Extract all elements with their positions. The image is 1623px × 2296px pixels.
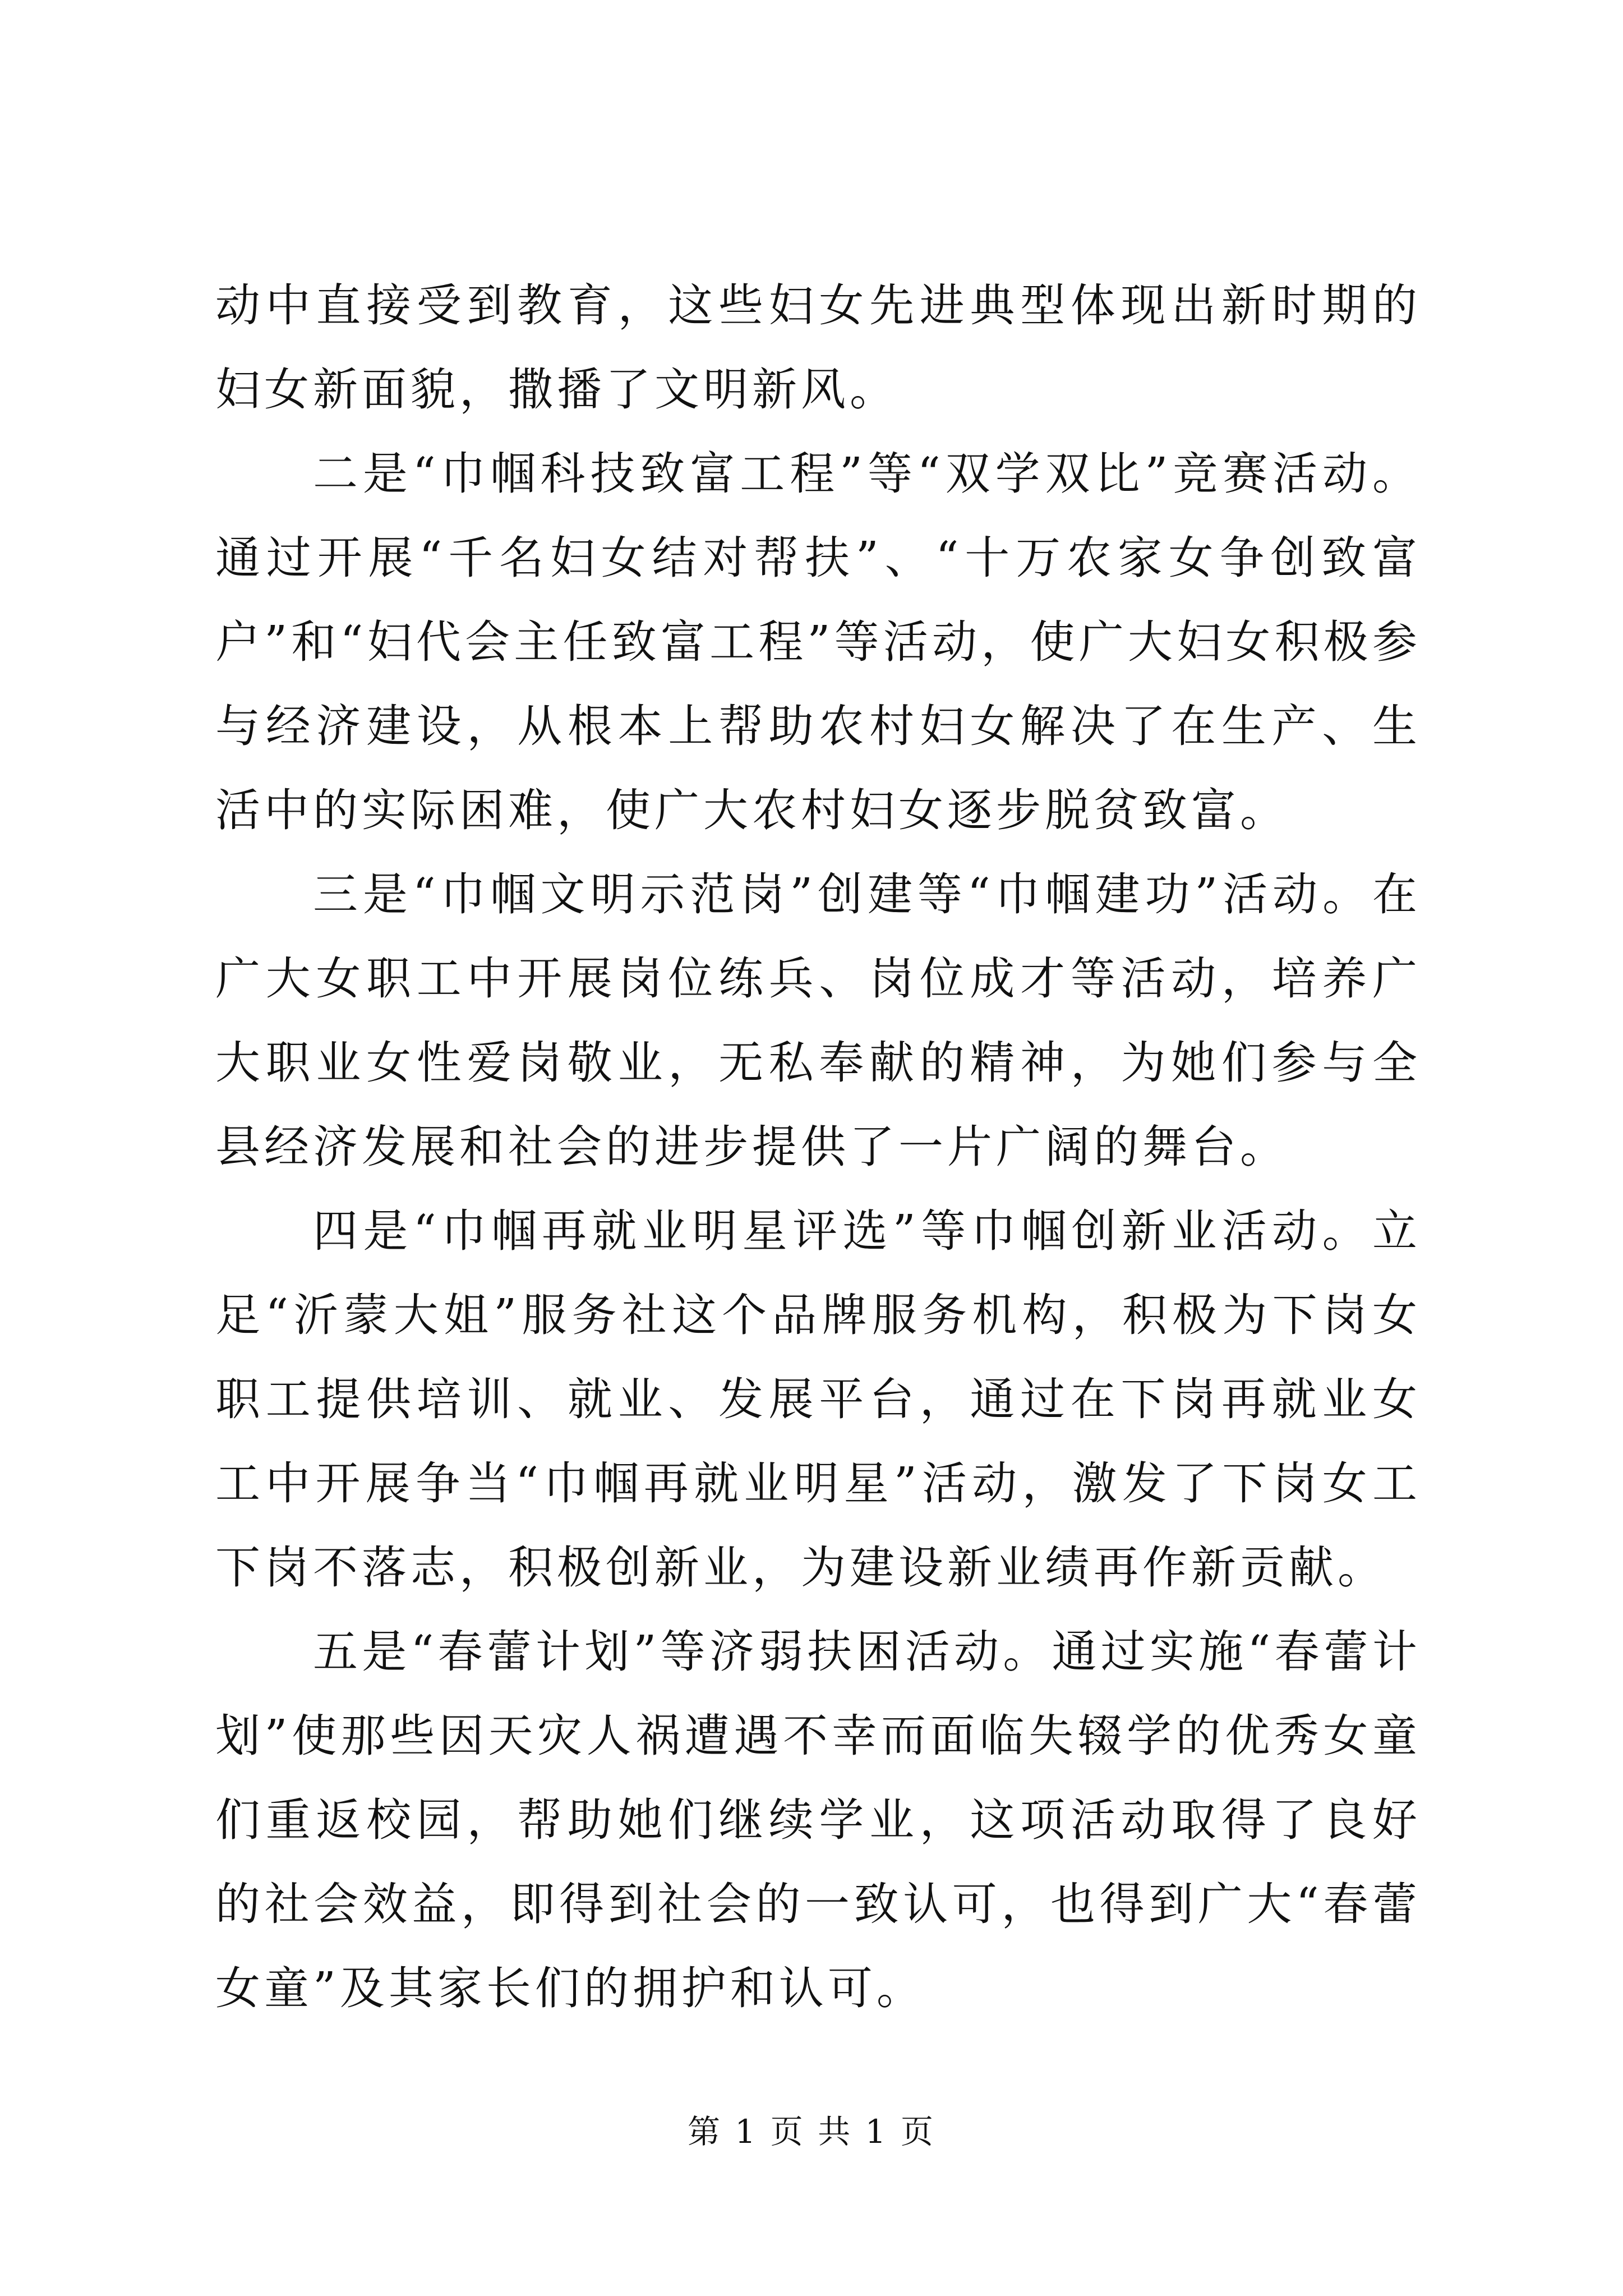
- paragraph-item-four: 四是“巾帼再就业明星评选”等巾帼创新业活动。立足“沂蒙大姐”服务社这个品牌服务机构，积极为下岗女职工提供培训、就业、发展平台，通过在下岗再就业女工中开展争当“巾帼再就业明星”活动，激发了下岗女工下岗不落志，积极创新业，为建设新业绩再作新贡献。: [215, 1205, 1421, 1594]
- document-body: [215, 264, 1421, 2031]
- paragraph-item-two: 二是“巾帼科技致富工程”等“双学双比”竞赛活动。通过开展“千名妇女结对帮扶”、“十万农家女争创致富户”和“妇代会主任致富工程”等活动，使广大妇女积极参与经济建设，从根本上帮助农村妇女解决了在生产、生活中的实际困难，使广大农村妇女逐步脱贫致富。: [215, 448, 1421, 836]
- paragraph-item-five: 五是“春蕾计划”等济弱扶困活动。通过实施“春蕾计划”使那些因天灾人祸遭遇不幸而面临失辍学的优秀女童们重返校园，帮助她们继续学业，这项活动取得了良好的社会效益，即得到社会的一致认可，也得到广大“春蕾女童”及其家长们的拥护和认可。: [215, 1626, 1421, 2014]
- paragraph-continued: 动中直接受到教育，这些妇女先进典型体现出新时期的妇女新面貌，撒播了文明新风。: [215, 279, 1421, 416]
- paragraph-item-three: 三是“巾帼文明示范岗”创建等“巾帼建功”活动。在广大女职工中开展岗位练兵、岗位成才等活动，培养广大职业女性爱岗敬业，无私奉献的精神，为她们参与全县经济发展和社会的进步提供了一片广阔的舞台。: [215, 868, 1421, 1173]
- page-number-footer: 第 1 页 共 1 页: [688, 2113, 935, 2151]
